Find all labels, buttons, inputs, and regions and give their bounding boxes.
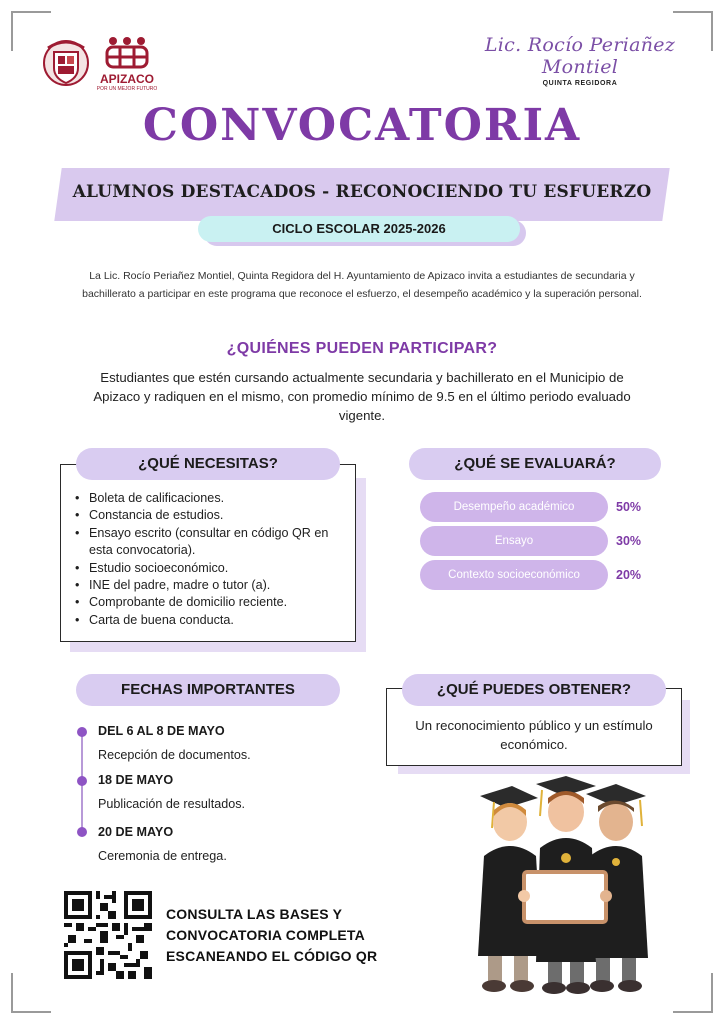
who-text: Estudiantes que estén cursando actualmente secundaria y bachillerato en el Municipio de Apizaco y radiquen en el mismo, con promedio mínimo de 9.5 en el último periodo evaluado vigente. (93, 370, 631, 423)
evaluate-percent: 50% (616, 500, 642, 514)
obtain-heading: ¿QUÉ PUEDES OBTENER? (402, 674, 666, 706)
timeline-desc: Recepción de documentos. (98, 748, 251, 762)
obtain-text: Un reconocimiento público y un estímulo económico. (415, 718, 653, 752)
list-item: • INE del padre, madre o tutor (a). (74, 577, 350, 594)
evaluate-label: Desempeño académico (420, 492, 608, 522)
timeline-date: 20 DE MAYO (98, 825, 174, 839)
intro-text: La Lic. Rocío Periañez Montiel, Quinta Regidora del H. Ayuntamiento de Apizaco invita a estudiantes de secundaria y bachillerato a participar en este programa que reconoce el esfuerzo, el desempeño académico y la superación personal. (82, 270, 642, 300)
dates-heading: FECHAS IMPORTANTES (76, 674, 340, 706)
timeline-date: DEL 6 AL 8 DE MAYO (98, 724, 225, 738)
timeline-desc: Ceremonia de entrega. (98, 849, 227, 863)
evaluate-row (420, 492, 660, 522)
logo-tagline: POR UN MEJOR FUTURO (96, 86, 158, 92)
who-heading: ¿QUIÉNES PUEDEN PARTICIPAR? (226, 340, 498, 357)
evaluate-row (420, 526, 660, 556)
subtitle: ALUMNOS DESTACADOS - RECONOCIENDO TU ESFUERZO (72, 182, 652, 202)
signature: Lic. Rocío Periañez Montiel (484, 34, 676, 78)
list-item: • Carta de buena conducta. (74, 612, 350, 629)
qr-line: CONVOCATORIA COMPLETA (166, 927, 365, 943)
corner-bracket-bottom-right (673, 973, 713, 1013)
blank-board (524, 872, 606, 922)
signature-role: QUINTA REGIDORA (542, 80, 618, 87)
list-item: • Estudio socioeconómico. (74, 560, 350, 577)
page-title: CONVOCATORIA (142, 100, 582, 151)
apizaco-emblem-icon (96, 33, 158, 71)
timeline-desc: Publicación de resultados. (98, 797, 246, 811)
qr-line: ESCANEANDO EL CÓDIGO QR (166, 948, 378, 964)
timeline-dot (77, 776, 87, 786)
apizaco-logo (96, 33, 158, 95)
evaluate-percent: 20% (616, 568, 642, 582)
list-item: • Comprobante de domicilio reciente. (74, 594, 350, 611)
cycle-badge: CICLO ESCOLAR 2025-2026 (198, 216, 520, 242)
need-heading: ¿QUÉ NECESITAS? (76, 448, 340, 480)
qr-code-icon[interactable] (64, 891, 152, 979)
logo-word: APIZACO (100, 72, 154, 86)
need-list (74, 490, 350, 629)
timeline-dot (77, 827, 87, 837)
corner-bracket-bottom-left (11, 973, 51, 1013)
evaluate-label: Contexto socioeconómico (420, 560, 608, 590)
coat-of-arms-icon (42, 38, 90, 88)
evaluate-heading: ¿QUÉ SE EVALUARÁ? (409, 448, 661, 480)
qr-line: CONSULTA LAS BASES Y (166, 906, 343, 922)
evaluate-row (420, 560, 660, 590)
timeline-dot (77, 727, 87, 737)
list-item: • Ensayo escrito (consultar en código QR en esta convocatoria). (74, 525, 350, 560)
graduating-students-illustration (458, 776, 668, 1002)
timeline-date: 18 DE MAYO (98, 773, 174, 787)
evaluate-percent: 30% (616, 534, 642, 548)
list-item: • Boleta de calificaciones. (74, 490, 350, 507)
qr-instructions (166, 904, 426, 967)
list-item: • Constancia de estudios. (74, 507, 350, 524)
evaluate-label: Ensayo (420, 526, 608, 556)
